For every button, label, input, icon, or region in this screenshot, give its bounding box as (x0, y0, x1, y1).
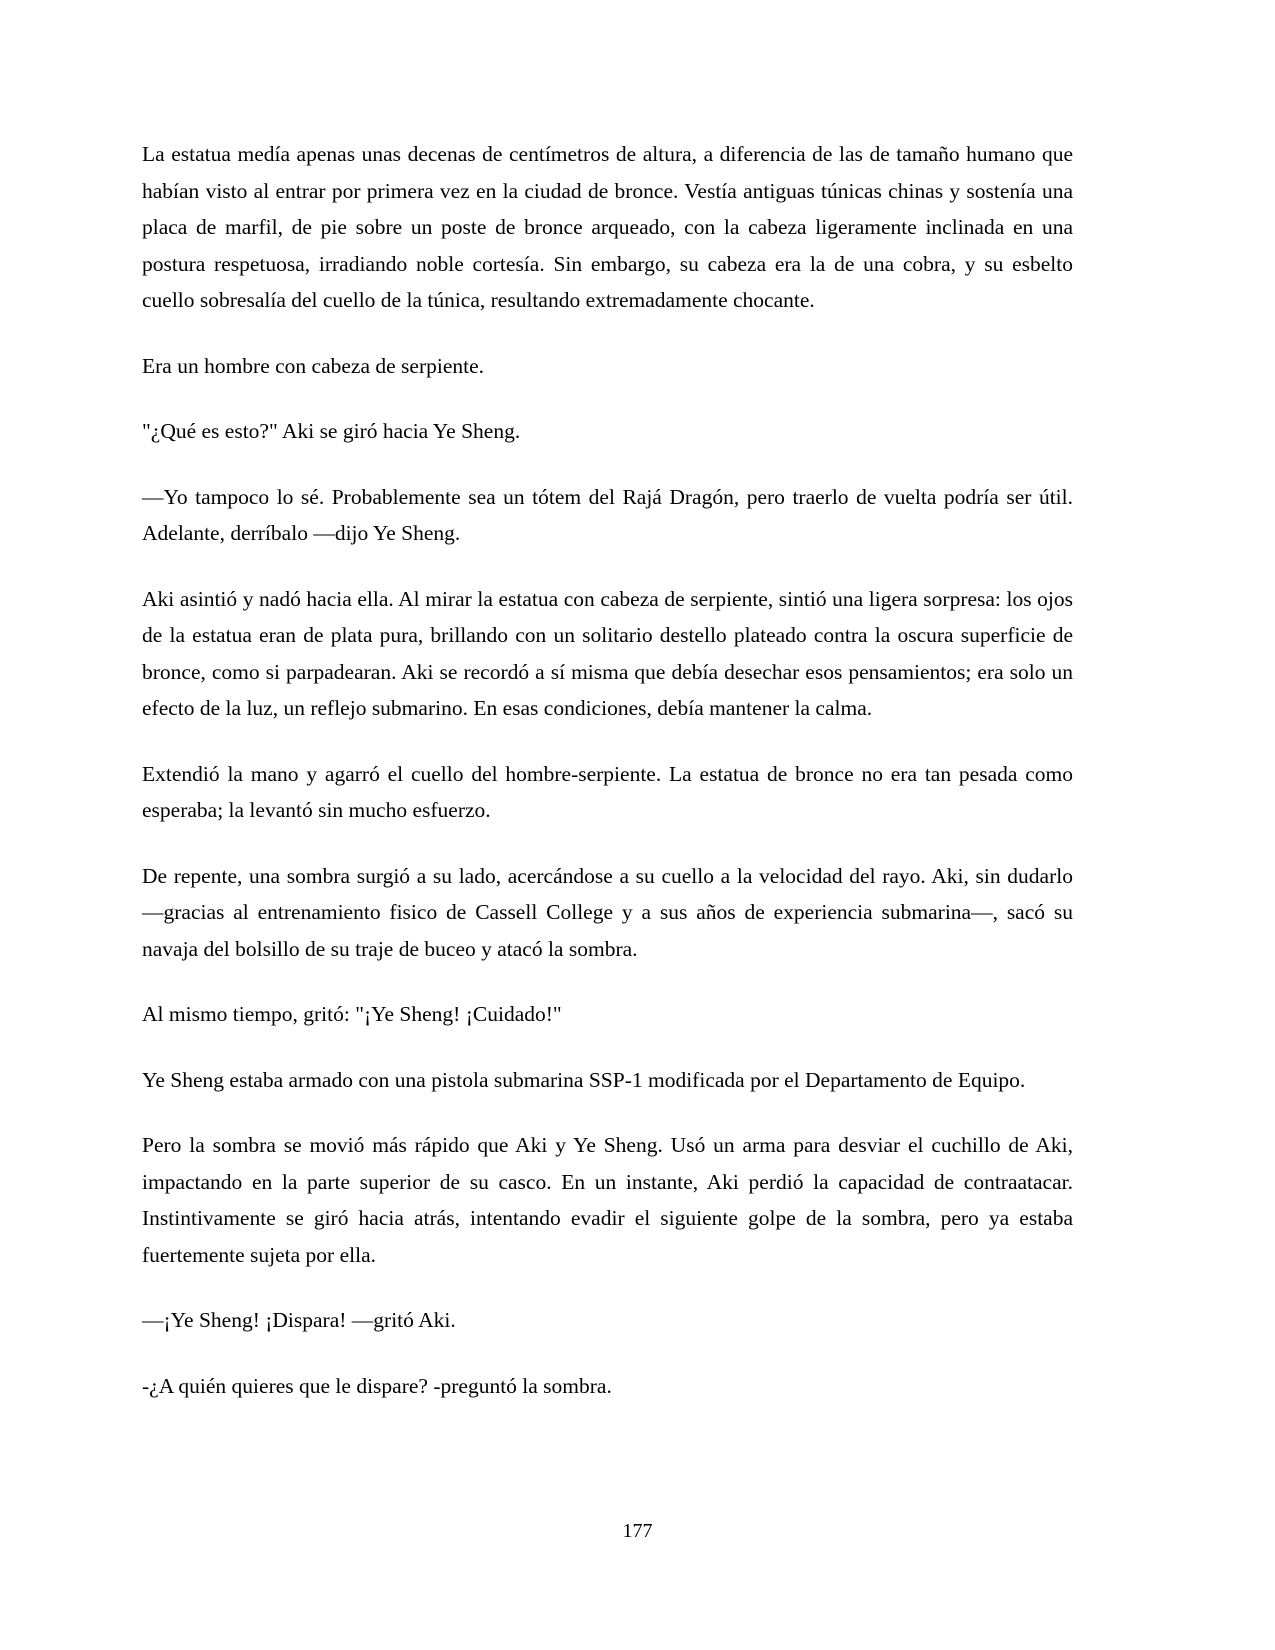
paragraph-10: Pero la sombra se movió más rápido que Aki y Ye Sheng. Usó un arma para desviar el cuchillo de Aki, impactando en la parte superior de su casco. En un instante, Aki perdió la capacidad de contraatacar. Instintivamente se giró hacia atrás, intentando evadir el siguiente golpe de la sombra, pero ya estaba fuertemente sujeta por ella. (142, 1133, 1073, 1267)
paragraph-12: -¿A quién quieres que le dispare? -preguntó la sombra. (142, 1373, 612, 1398)
paragraph-11: —¡Ye Sheng! ¡Dispara! —gritó Aki. (142, 1308, 456, 1332)
paragraph-3: "¿Qué es esto?" Aki se giró hacia Ye Sheng. (142, 419, 521, 443)
paragraph-8: Al mismo tiempo, gritó: "¡Ye Sheng! ¡Cuidado!" (142, 1002, 562, 1026)
paragraph-9: Ye Sheng estaba armado con una pistola submarina SSP-1 modificada por el Departamento de Equipo. (142, 1067, 1026, 1092)
body-text (142, 136, 1073, 1404)
paragraph-6: Extendió la mano y agarró el cuello del hombre-serpiente. La estatua de bronce no era tan pesada como esperaba; la levantó sin mucho esfuerzo. (142, 761, 1073, 822)
paragraph-2: Era un hombre con cabeza de serpiente. (142, 353, 485, 378)
paragraph-1: La estatua medía apenas unas decenas de centímetros de altura, a diferencia de las de tamaño humano que habían visto al entrar por primera vez en la ciudad de bronce. Vestía antiguas túnicas chinas y sostenía una placa de marfil, de pie sobre un poste de bronce arqueado, con la cabeza ligeramente inclinada en una postura respetuosa, irradiando noble cortesía. Sin embargo, su cabeza era la de una cobra, y su esbelto cuello sobresalía del cuello de la túnica, resultando extremadamente chocante. (142, 142, 1073, 312)
paragraph-4: —Yo tampoco lo sé. Probablemente sea un tótem del Rajá Dragón, pero traerlo de vuelta podría ser útil. Adelante, derríbalo —dijo Ye Sheng. (142, 484, 1073, 545)
paragraph-7: De repente, una sombra surgió a su lado, acercándose a su cuello a la velocidad del rayo. Aki, sin dudarlo —gracias al entrenamiento fisico de Cassell College y a sus años de experiencia submarina—, sacó su navaja del bolsillo de su traje de buceo y atacó la sombra. (142, 863, 1073, 961)
page-number: 177 (622, 1520, 653, 1542)
paragraph-5: Aki asintió y nadó hacia ella. Al mirar la estatua con cabeza de serpiente, sintió una ligera sorpresa: los ojos de la estatua eran de plata pura, brillando con un solitario destello plateado contra la oscura superficie de bronce, como si parpadearan. Aki se recordó a sí misma que debía desechar esos pensamientos; era solo un efecto de la luz, un reflejo submarino. En esas condiciones, debía mantener la calma. (142, 586, 1073, 720)
